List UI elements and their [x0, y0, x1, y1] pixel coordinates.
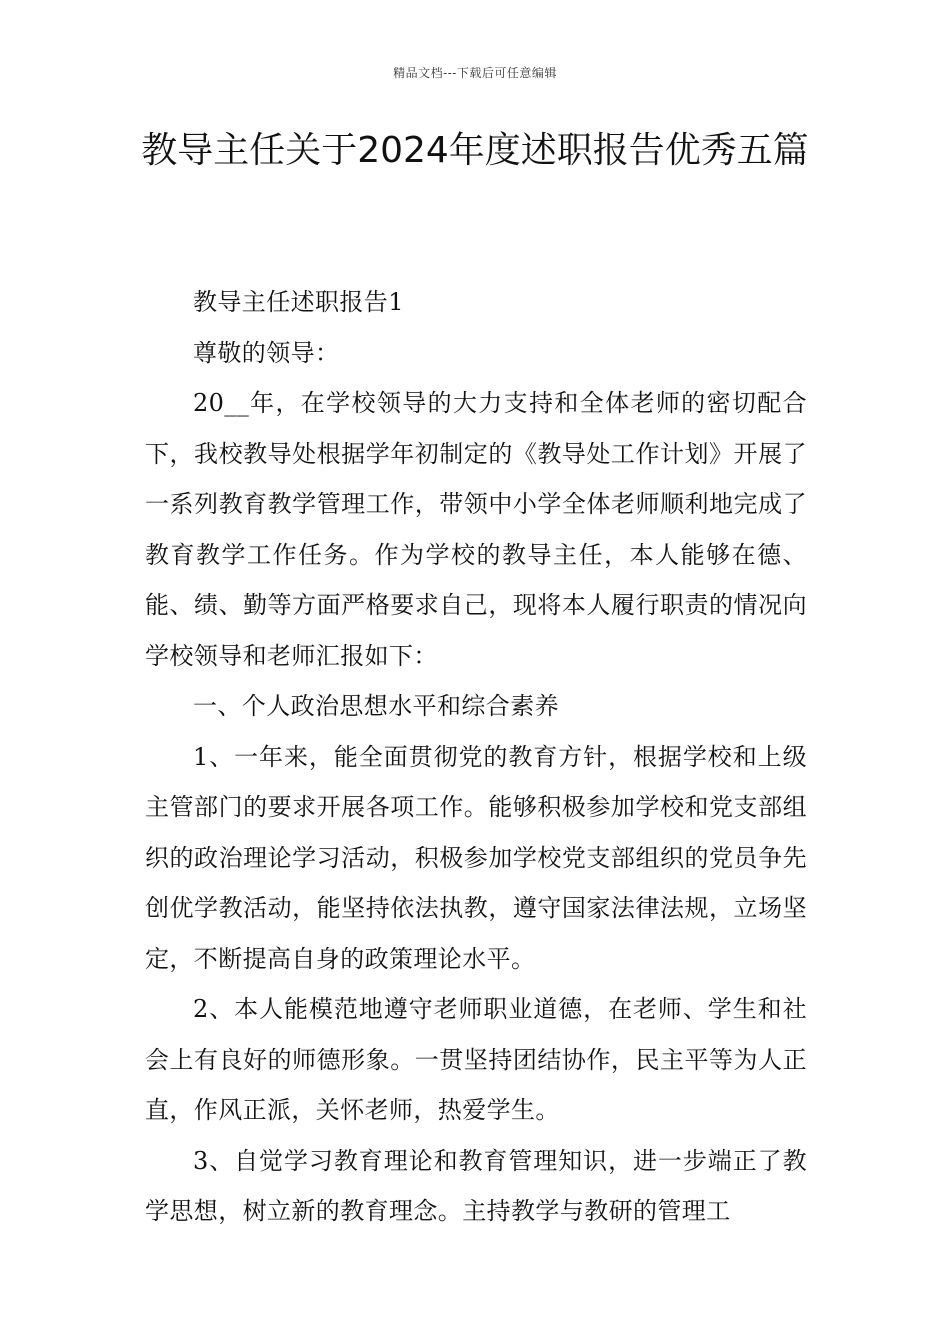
paragraph-item-3: 3、自觉学习教育理论和教育管理知识，进一步端正了教学思想，树立新的教育理念。主持教学与教研的管理工	[145, 1146, 807, 1225]
document-title: 教导主任关于2024年度述职报告优秀五篇	[141, 130, 809, 171]
report-heading: 教导主任述职报告1	[193, 288, 404, 316]
salutation: 尊敬的领导：	[193, 338, 340, 367]
document-body	[145, 277, 807, 1237]
header-note: 精品文档---下载后可任意编辑	[393, 66, 557, 80]
paragraph-item-2: 2、本人能模范地遵守老师职业道德，在老师、学生和社会上有良好的师德形象。一贯坚持团结协作，民主平等为人正直，作风正派，关怀老师，热爱学生。	[145, 995, 807, 1124]
intro-paragraph: 20__年，在学校领导的大力支持和全体老师的密切配合下，我校教导处根据学年初制定的《教导处工作计划》开展了一系列教育教学管理工作，带领中小学全体老师顺利地完成了教育教学工作任务。作为学校的教导主任，本人能够在德、能、绩、勤等方面严格要求自己，现将本人履行职责的情况向学校领导和老师汇报如下：	[145, 389, 807, 670]
section-heading: 一、个人政治思想水平和综合素养	[193, 692, 559, 720]
paragraph-item-1: 1、一年来，能全面贯彻党的教育方针，根据学校和上级主管部门的要求开展各项工作。能够积极参加学校和党支部组织的政治理论学习活动，积极参加学校党支部组织的党员争先创优学教活动，能坚持依法执教，遵守国家法律法规，立场坚定，不断提高自身的政策理论水平。	[145, 742, 807, 973]
